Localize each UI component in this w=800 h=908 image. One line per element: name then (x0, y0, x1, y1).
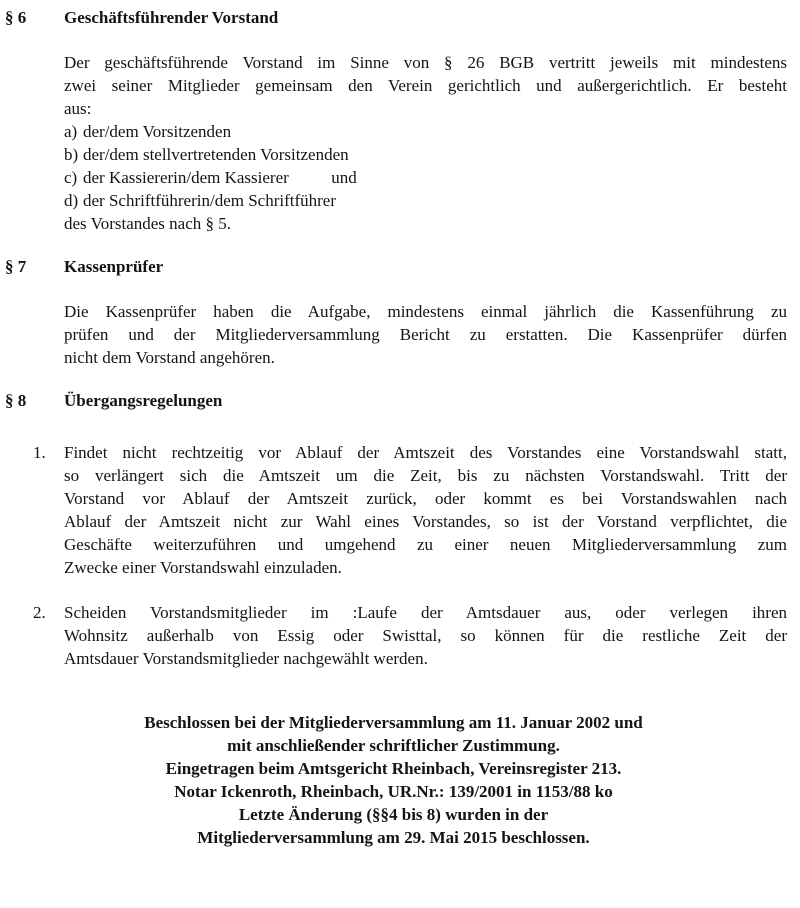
text-line: nicht dem Vorstand angehören. (64, 348, 275, 367)
text-line: Ablauf der Amtszeit nicht zur Wahl eines Vorstandes, so ist der Vorstand verpflichtet, die (64, 512, 787, 531)
list-item-marker: d) (64, 191, 79, 210)
list-item-text: der Schriftführerin/dem Schriftführer (83, 191, 337, 210)
numbered-item-text (64, 441, 787, 579)
section-number: § 8 (5, 391, 27, 410)
section-title: Geschäftsführender Vorstand (64, 8, 279, 27)
section-paragraph (64, 300, 787, 369)
numbered-item-text (64, 601, 787, 670)
text-line: Der geschäftsführende Vorstand im Sinne von § 26 BGB vertritt jeweils mit mindestens (64, 53, 787, 72)
numbered-item-marker: 2. (33, 603, 46, 622)
section-paragraph (64, 51, 787, 120)
list-item (64, 189, 787, 212)
list-item (64, 120, 787, 143)
lettered-list (64, 120, 787, 212)
list-item-marker: a) (64, 122, 78, 141)
text-line: Geschäfte weiterzuführen und umgehend zu einer neuen Mitgliederversammlung zum (64, 535, 787, 554)
list-item-text: der/dem Vorsitzenden (83, 122, 232, 141)
numbered-item-marker: 1. (33, 443, 46, 462)
section-number: § 6 (5, 8, 27, 27)
section-heading (0, 389, 800, 412)
text-line: Amtsdauer Vorstandsmitglieder nachgewählt werden. (64, 649, 428, 668)
list-item-marker: c) (64, 168, 78, 187)
section-body (64, 51, 787, 235)
list-item-text: der Kassiererin/dem Kassierer und (83, 168, 357, 187)
text-line: Wohnsitz außerhalb von Essig oder Swisttal, so können für die restliche Zeit der (64, 626, 787, 645)
numbered-list (0, 441, 800, 670)
text-line: Notar Ickenroth, Rheinbach, UR.Nr.: 139/2001 in 1153/88 ko (174, 782, 613, 801)
text-line: Letzte Änderung (§§4 bis 8) wurden in der (238, 805, 549, 824)
list-item-marker: b) (64, 145, 79, 164)
text-line: prüfen und der Mitgliederversammlung Bericht zu erstatten. Die Kassenprüfer dürfen (64, 325, 787, 344)
section-par-7 (0, 255, 800, 369)
section-body (64, 300, 787, 369)
section-title: Übergangsregelungen (64, 391, 223, 410)
text-line: zwei seiner Mitglieder gemeinsam den Verein gerichtlich und außergerichtlich. Er besteht (64, 76, 787, 95)
section-par-8 (0, 389, 800, 670)
text-line: Mitgliederversammlung am 29. Mai 2015 beschlossen. (197, 828, 590, 847)
list-item-text: der/dem stellvertretenden Vorsitzenden (83, 145, 349, 164)
text-line: Vorstand vor Ablauf der Amtszeit zurück, oder kommt es bei Vorstandswahlen nach (64, 489, 787, 508)
text-line: aus: (64, 99, 92, 118)
section-heading (0, 6, 800, 29)
numbered-item (33, 441, 787, 579)
section-heading (0, 255, 800, 278)
text-line: Die Kassenprüfer haben die Aufgabe, mindestens einmal jährlich die Kassenführung zu (64, 302, 787, 321)
text-line: Beschlossen bei der Mitgliederversammlung am 11. Januar 2002 und (144, 713, 643, 732)
resolution-block (0, 711, 787, 849)
numbered-item (33, 601, 787, 670)
list-item (64, 143, 787, 166)
section-number: § 7 (5, 257, 27, 276)
section-par-6 (0, 6, 800, 235)
text-line: Zwecke einer Vorstandswahl einzuladen. (64, 558, 342, 577)
list-item (64, 166, 787, 189)
section-title: Kassenprüfer (64, 257, 164, 276)
text-line: so verlängert sich die Amtszeit um die Zeit, bis zu nächsten Vorstandswahl. Tritt der (64, 466, 787, 485)
text-line: Scheiden Vorstandsmitglieder im :Laufe der Amtsdauer aus, oder verlegen ihren (64, 603, 787, 622)
text-line: Eingetragen beim Amtsgericht Rheinbach, Vereinsregister 213. (165, 759, 622, 778)
text-line: mit anschließender schriftlicher Zustimmung. (227, 736, 560, 755)
section-closing-line: des Vorstandes nach § 5. (64, 214, 231, 233)
text-line: Findet nicht rechtzeitig vor Ablauf der Amtszeit des Vorstandes eine Vorstandswahl statt, (64, 443, 787, 462)
